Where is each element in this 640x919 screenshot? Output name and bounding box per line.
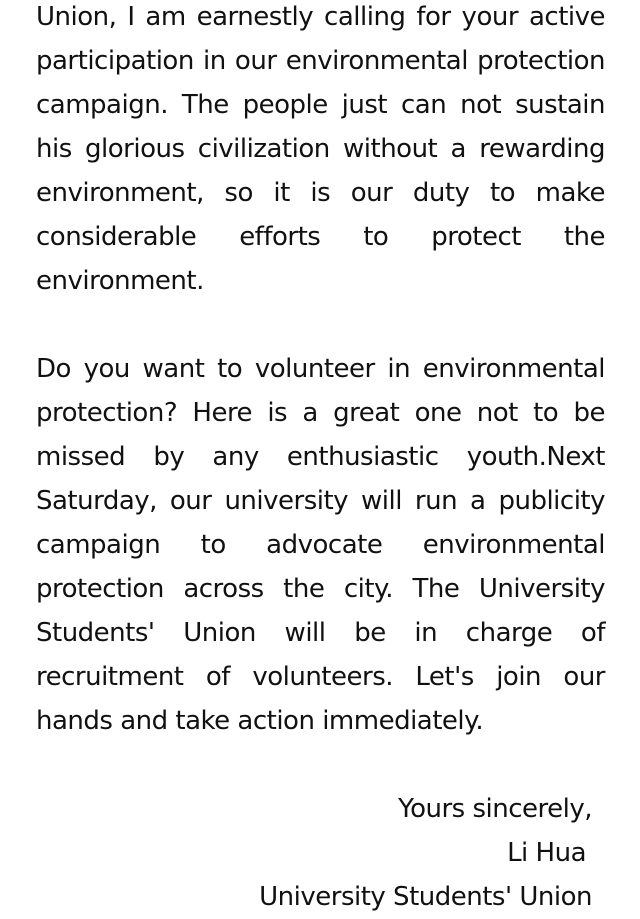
- closing-phrase: Yours sincerely,: [398, 794, 592, 824]
- letter-closing: [36, 787, 592, 919]
- signature-organization: University Students' Union: [259, 882, 592, 912]
- signature-name: Li Hua: [507, 838, 586, 868]
- paragraph-volunteer-invitation: Do you want to volunteer in environmental protection? Here is a great one not to be missed by any enthusiastic youth.Next Saturday, our university will run a publicity campaign to advocate environmental protection across the city. The University Students' Union will be in charge of recruitment of volunteers. Let's join our hands and take action immediately.: [36, 354, 605, 736]
- letter-body: [36, 0, 605, 919]
- paragraph-campaign-call: Union, I am earnestly calling for your active participation in our environmental protection campaign. The people just can not sustain his glorious civilization without a rewarding environment, so it is our duty to make considerable efforts to protect the environment.: [36, 2, 605, 296]
